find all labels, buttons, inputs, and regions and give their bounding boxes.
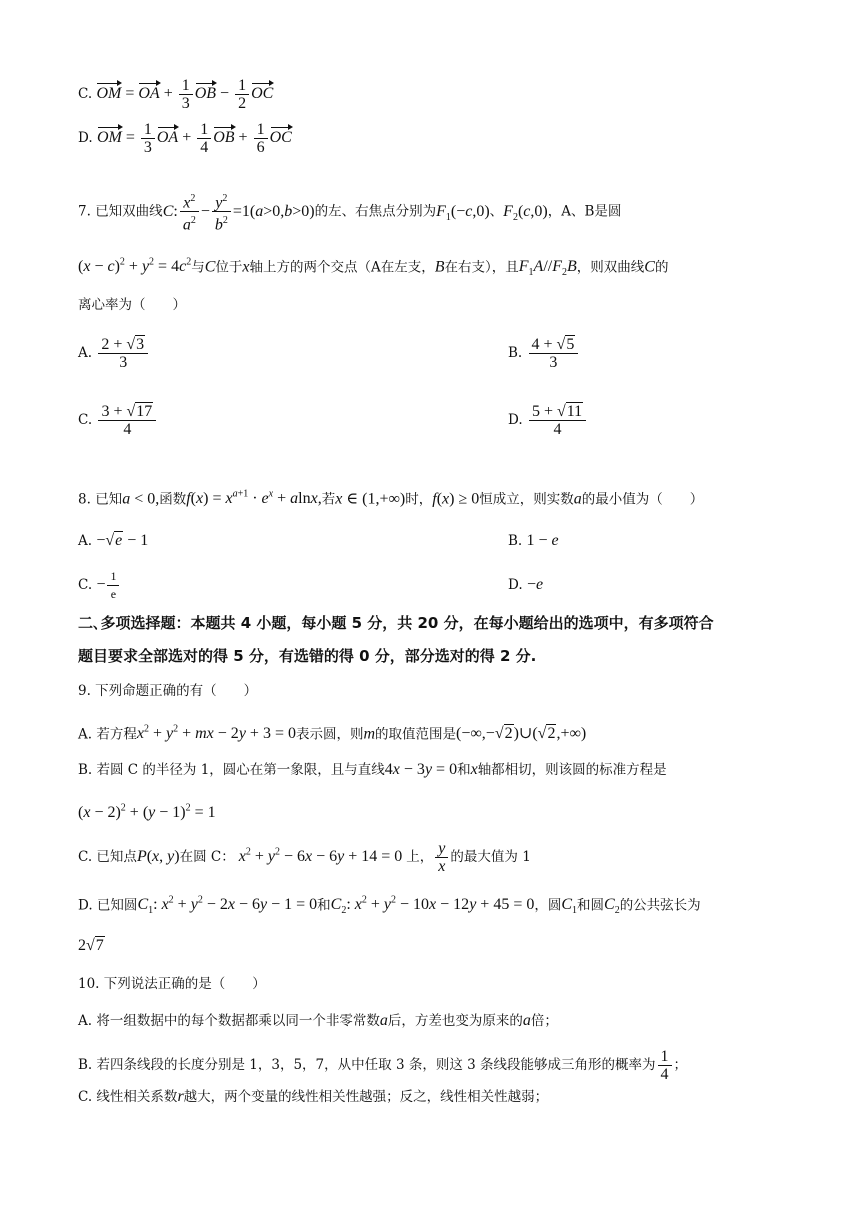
q10-stem: 10. 下列说法正确的是（ ） [78, 976, 266, 992]
section-2-heading-line-2: 题目要求全部选对的得 5 分，有选错的得 0 分，部分选对的得 2 分. [78, 647, 537, 665]
q10-option-b: B. 若四条线段的长度分别是 1，3，5，7，从中任取 3 条，则这 3 条线段能够成三角形的概率为 $\frac{1}{4}$ ； [78, 1048, 687, 1083]
q7-line-2: $(x - c)^2 + y^2 = 4c^2$与C位于x轴上方的两个交点（A在左支，B在右支），且$F_1A//F_2B$，则双曲线C的 [78, 257, 669, 279]
q6-option-c-formula: OM = OA + $\frac{1}{3}$ OB − $\frac{1}{2}$ OC [96, 77, 274, 112]
q9-option-d-answer: 2√7 [78, 937, 104, 954]
q8-stem: 8. 已知a < 0,函数$f(x) = x^{a+1} \cdot e^x + alnx$,若x ∈ (1,+∞)时，f(x) ≥ 0恒成立，则实数a的最小值为（ ） [78, 489, 704, 508]
q7-options-ab: A. $\frac{2 + √3}{3}$ B. $\frac{4 + √5}{3}$ [78, 336, 150, 371]
q7-options-cd: C. $\frac{3 + √17}{4}$ D. $\frac{5 + √11}{4}$ [78, 403, 158, 438]
q9-option-d: D. 已知圆$C_1$: $x^2 + y^2 - 2x - 6y - 1 = 0$和$C_2$: $x^2 + y^2 - 10x - 12y + 45 = 0$，圆$C_1$和圆$C_2$的公共弦长为 [78, 895, 701, 917]
q9-option-a: A. 若方程$x^2 + y^2$ + mx − 2y + 3 = 0表示圆，则m的取值范围是(−∞,−√2)∪(√2,+∞) [78, 724, 587, 743]
q7-line-1: 7. 已知双曲线C: $\frac{x^2}{a^2}$ − $\frac{y^2}{b^2}$ =1(a>0,b>0)的左、右焦点分别为$F_1(-c,0)$、$F_2(c,0)$，A、B是圆 [78, 190, 621, 234]
q9-option-c: C. 已知点P(x, y)在圆 C： $x^2 + y^2 - 6x - 6y + 14 = 0$ 上， $\frac{y}{x}$ 的最大值为 1 [78, 840, 531, 875]
q8-options-cd: C. − $\frac{1}{e}$ D. −e [78, 569, 544, 601]
q6-option-d: D. OM = $\frac{1}{3}$ OA + $\frac{1}{4}$ OB + $\frac{1}{6}$ OC [78, 121, 292, 156]
q9-option-b-equation: $(x - 2)^2 + (y - 1)^2 = 1$ [78, 803, 216, 822]
q10-option-c: C. 线性相关系数r越大，两个变量的线性相关性越强；反之，线性相关性越弱； [78, 1088, 549, 1105]
q9-option-b: B. 若圆 C 的半径为 1，圆心在第一象限，且与直线4x − 3y = 0和x轴都相切，则该圆的标准方程是 [78, 761, 667, 778]
q9-stem: 9. 下列命题正确的有（ ） [78, 683, 258, 699]
section-2-heading-line-1: 二､多项选择题：本题共 4 小题，每小题 5 分，共 20 分，在每小题给出的选项中，有多项符合 [78, 614, 714, 632]
q7-line-3: 离心率为（ ） [78, 297, 186, 313]
q6-option-d-formula: OM = $\frac{1}{3}$ OA + $\frac{1}{4}$ OB + $\frac{1}{6}$ OC [96, 121, 292, 156]
q8-options-ab: A. −√e − 1 B. 1 − e [78, 532, 559, 549]
q6-option-c: C. OM = OA + $\frac{1}{3}$ OB − $\frac{1}{2}$ OC [78, 77, 274, 112]
q10-option-a: A. 将一组数据中的每个数据都乘以同一个非零常数a后，方差也变为原来的a倍； [78, 1012, 558, 1029]
